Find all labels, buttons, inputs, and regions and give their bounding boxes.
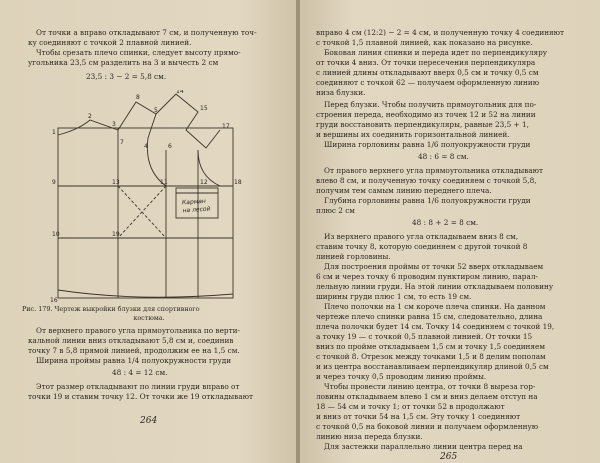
text-line: Ширина горловины равна 1/6 полуокружности груди bbox=[324, 140, 531, 149]
point-label: 11 bbox=[160, 179, 168, 186]
point-label: 16 bbox=[50, 297, 58, 304]
page-number: 264 bbox=[140, 416, 158, 426]
text-line: влево 8 см, и полученную точку соединяем с точкой 5,8, bbox=[316, 176, 537, 185]
right-page bbox=[300, 0, 600, 463]
point-label: 1 bbox=[52, 129, 56, 136]
text-line: 18 — 54 см и точку 1; от точки 52 в продолжают bbox=[316, 402, 505, 411]
text-line: точку 7 в 5,8 прямой линией, продолжим ее на 1,5 см. bbox=[28, 346, 240, 355]
text-line: и вершины их соединить горизонтальной линией. bbox=[316, 130, 510, 139]
text-line: с точкой 8. Отрезок между точками 1,5 и 8 делим пополам bbox=[316, 352, 546, 361]
text-line: От правого верхнего угла прямоугольника откладывают bbox=[324, 166, 544, 175]
text-line: низа блузки. bbox=[316, 88, 366, 97]
point-label: 17 bbox=[222, 123, 230, 130]
text-line: Ширина проймы равна 1/4 полуокружности груди bbox=[36, 356, 232, 365]
text-line: а точку 19 — с точкой 0,5 плавной линией. От точки 15 bbox=[316, 332, 533, 341]
text-line: линией горловины. bbox=[316, 252, 391, 261]
text-line: угольника 23,5 см разделить на 3 и вычесть 2 см bbox=[28, 58, 219, 67]
text-line: 6 см и через точку 6 проводим пунктиром линию, парал- bbox=[316, 272, 538, 281]
text-line: от точки 4 вниз. От точки пересечения перпендикуляра bbox=[316, 58, 536, 67]
text-line: От верхнего правого угла прямоугольника по верти- bbox=[36, 326, 240, 335]
left-page bbox=[0, 0, 298, 463]
text-line: Чтобы срезать плечо спинки, следует высоту прямо- bbox=[36, 48, 241, 57]
text-line: Из верхнего правого угла откладываем вниз 8 см, bbox=[324, 232, 519, 241]
text-line: и вниз от точки 54 на 1,5 см. Эту точку 1 соединяют bbox=[316, 412, 521, 421]
point-label: 13 bbox=[112, 179, 120, 186]
text-line: с точкой 0,5 на боковой линии и получаем оформленную bbox=[316, 422, 539, 431]
formula: 48 : 4 = 12 см. bbox=[112, 368, 168, 377]
point-label: 18 bbox=[234, 179, 242, 186]
point-label: 15 bbox=[200, 105, 208, 112]
text-line: Боковая линия спинки и переда идет по перпендикуляру bbox=[324, 48, 548, 57]
point-label: 3 bbox=[112, 121, 116, 128]
point-label: 14 bbox=[176, 90, 184, 95]
text-line: Чтобы провести линию центра, от точки 8 выреза гор- bbox=[324, 382, 536, 391]
formula: 48 : 8 + 2 = 8 см. bbox=[412, 218, 479, 227]
text-line: линию низа переда блузки. bbox=[316, 432, 423, 441]
formula: 23,5 : 3 − 2 = 5,8 см. bbox=[86, 72, 167, 81]
text-line: точки 19 и ставим точку 12. От точки же 19 откладывают bbox=[28, 392, 253, 401]
text-line: Перед блузки. Чтобы получить прямоугольник для по- bbox=[324, 100, 537, 109]
text-line: Плечо полочки на 1 см короче плеча спинки. На данном bbox=[324, 302, 546, 311]
text-line: ловины откладываем влево 1 см и вниз делаем отступ на bbox=[316, 392, 538, 401]
text-line: и через точку 0,5 проводим линию проймы. bbox=[316, 372, 487, 381]
text-line: с точкой 1,5 плавной линией, как показано на рисунке. bbox=[316, 38, 533, 47]
formula: 48 : 6 = 8 см. bbox=[418, 152, 469, 161]
pocket-label: Карманна лесой bbox=[181, 197, 211, 215]
point-label: 9 bbox=[52, 179, 56, 186]
text-line: ширины груди плюс 1 см, то есть 19 см. bbox=[316, 292, 472, 301]
text-line: лельную линии груди. На этой линии откладываем половину bbox=[316, 282, 554, 291]
point-label: 19 bbox=[112, 231, 120, 238]
point-label: 4 bbox=[144, 143, 148, 150]
text-line: Глубина горловины равна 1/6 полуокружности груди bbox=[324, 196, 531, 205]
text-line: Для построения проймы от точки 52 вверх откладываем bbox=[324, 262, 544, 271]
text-line: ку соединяют с точкой 2 плавной линией. bbox=[28, 38, 192, 47]
text-line: плюс 2 см bbox=[316, 206, 355, 215]
point-label: 12 bbox=[200, 179, 208, 186]
figure-caption-cont: костюма. bbox=[133, 314, 165, 322]
text-line: строения переда, необходимо из точек 12 и 52 на линии bbox=[316, 110, 536, 119]
text-line: груди восстановить перпендикуляры, равные 23,5 + 1, bbox=[316, 120, 529, 129]
text-line: Этот размер откладывают по линии груди вправо от bbox=[36, 382, 240, 391]
text-line: соединяют с точкой 62 — получаем оформленную линию bbox=[316, 78, 540, 87]
point-label: 7 bbox=[120, 139, 124, 146]
text-line: и из центра восстанавливаем перпендикуляр длиной 0,5 см bbox=[316, 362, 549, 371]
figure-caption: Рис. 179. Чертеж выкройки блузки для спортивного bbox=[22, 305, 200, 313]
point-label: 6 bbox=[168, 143, 172, 150]
point-label: 5 bbox=[154, 107, 158, 114]
text-line: вниз по пройме откладываем 1,5 см и точку 1,5 соединяем bbox=[316, 342, 546, 351]
text-line: вправо 4 см (12:2) − 2 = 4 см, и полученную точку 4 соединяют bbox=[316, 28, 565, 37]
text-line: От точки а вправо откладывают 7 см, и полученную точ- bbox=[36, 28, 257, 37]
text-line: кальной линии вниз откладывают 5,8 см и, соединив bbox=[28, 336, 234, 345]
text-line: Для застежки параллельно линии центра перед на bbox=[324, 442, 523, 451]
text-line: с линией длины откладывают вверх 0,5 см и точку 0,5 см bbox=[316, 68, 539, 77]
text-line: плеча полочки будет 14 см. Точку 14 соединяем с точкой 19, bbox=[316, 322, 555, 331]
point-label: 10 bbox=[52, 231, 60, 238]
point-label: 2 bbox=[88, 113, 92, 120]
point-label: 8 bbox=[136, 94, 140, 101]
text-line: чертеже плечо спинки равна 15 см, следовательно, длина bbox=[316, 312, 543, 321]
page-number: 265 bbox=[440, 452, 458, 462]
text-line: ставим точку 8, которую соединяем с другой точкой 8 bbox=[316, 242, 528, 251]
text-line: получим тем самым линию переднего плеча. bbox=[316, 186, 492, 195]
pattern-drawing bbox=[48, 90, 253, 305]
